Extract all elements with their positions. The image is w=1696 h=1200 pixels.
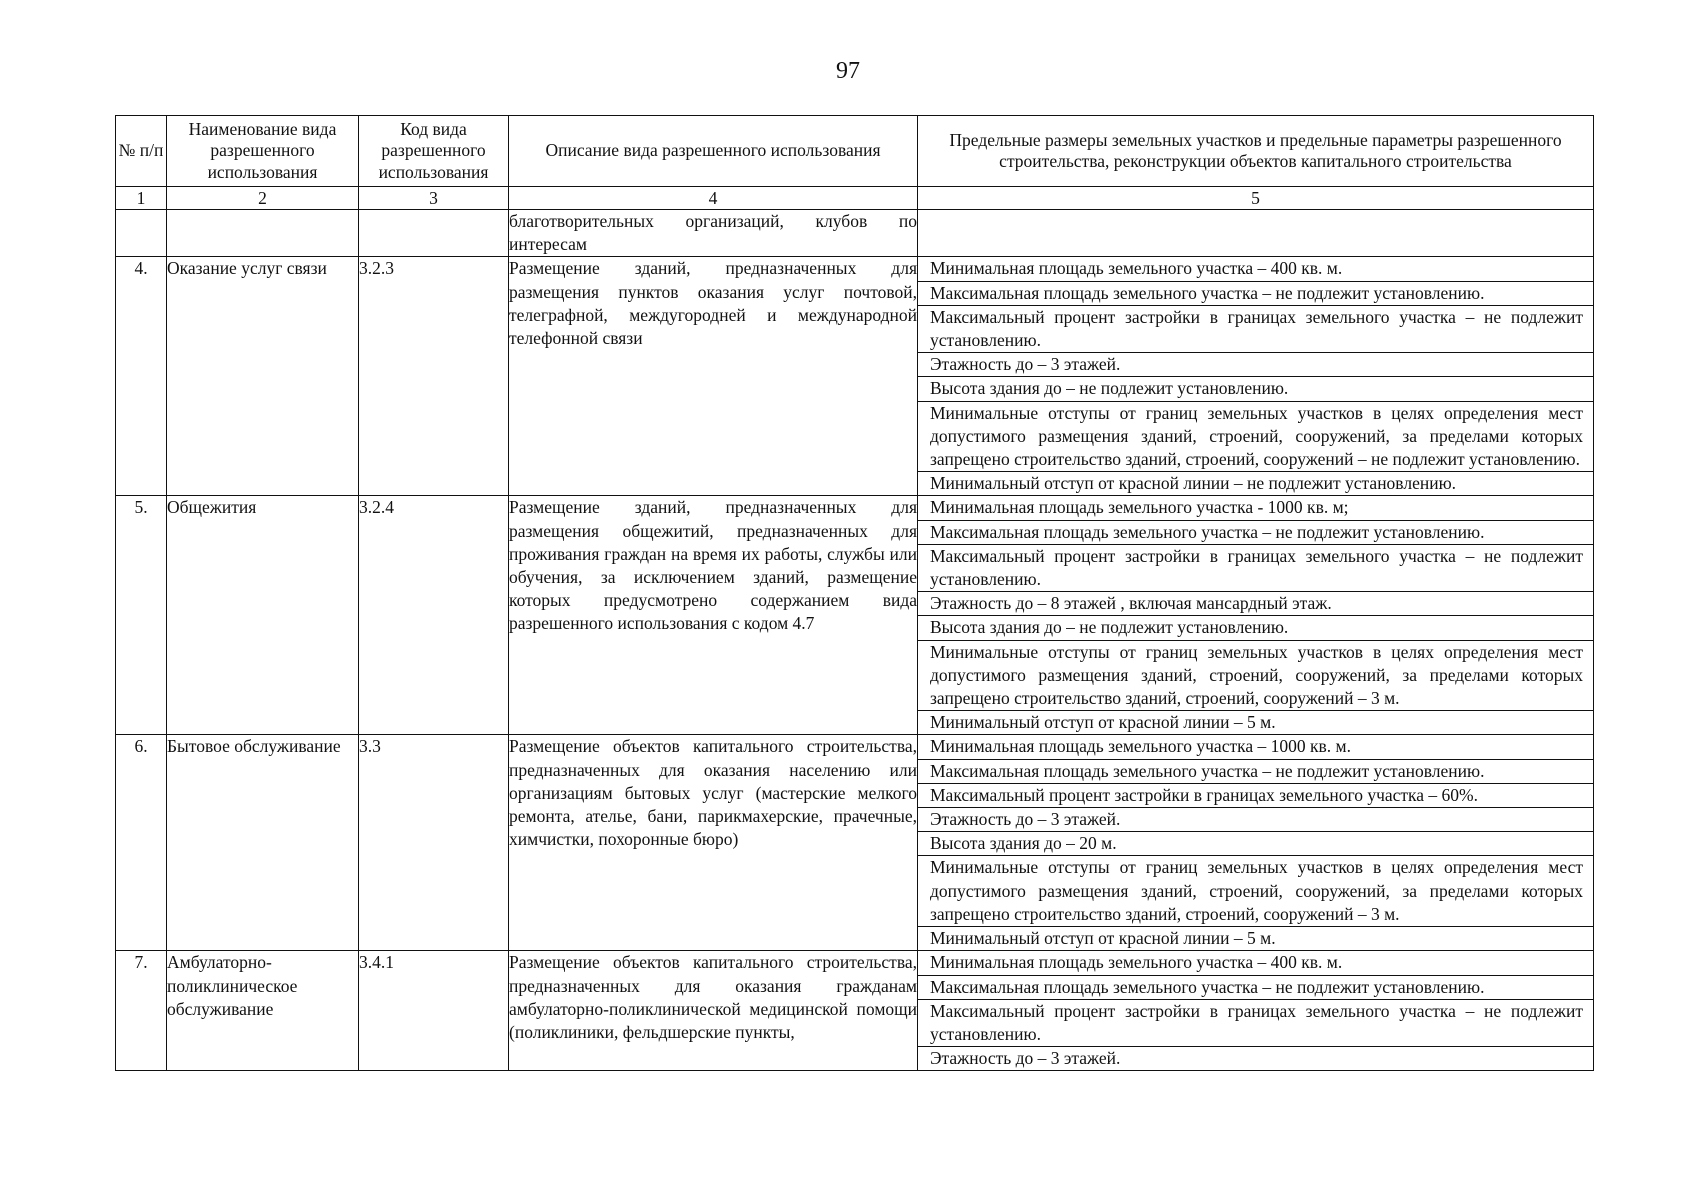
param-item: Высота здания до – не подлежит установлению. [918, 377, 1593, 401]
land-use-table [115, 115, 1594, 1071]
use-params [918, 735, 1594, 951]
use-description: Размещение зданий, предназначенных для размещения пунктов оказания услуг почтовой, телеграфной, междугородней и международной телефонной связи [509, 257, 918, 496]
param-item: Минимальная площадь земельного участка – 400 кв. м. [918, 951, 1593, 975]
column-number: 1 [116, 187, 167, 210]
param-item: Высота здания до – 20 м. [918, 832, 1593, 856]
param-item: Максимальная площадь земельного участка – не подлежит установлению. [918, 976, 1593, 1000]
use-name: Бытовое обслуживание [167, 735, 359, 951]
use-code: 3.2.4 [359, 496, 509, 735]
row-number: 6. [116, 735, 167, 951]
row-number: 7. [116, 951, 167, 1071]
table-row [116, 735, 1594, 951]
use-params [918, 951, 1594, 1071]
param-item: Минимальный отступ от красной линии – 5 м. [930, 712, 1276, 733]
param-item: Минимальный отступ от красной линии – не подлежит установлению. [930, 473, 1457, 494]
use-description: Размещение зданий, предназначенных для размещения общежитий, предназначенных для проживания граждан на время их работы, службы или обучения, за исключением зданий, размещение которых предусмотрено содержанием вида разрешенного использования с кодом 4.7 [509, 496, 918, 735]
param-item: Максимальная площадь земельного участка – не подлежит установлению. [918, 282, 1593, 306]
param-item: Максимальный процент застройки в границах земельного участка – не подлежит установлению. [918, 545, 1593, 592]
use-name: Оказание услуг связи [167, 257, 359, 496]
column-number-row [116, 187, 1594, 210]
column-number: 2 [167, 187, 359, 210]
continuation-description: благотворительных организаций, клубов по интересам [509, 210, 918, 257]
param-item: Этажность до – 8 этажей , включая мансардный этаж. [918, 592, 1593, 616]
header-params: Предельные размеры земельных участков и предельные параметры разрешенного строительства, реконструкции объектов капитального строительства [918, 116, 1594, 187]
table-header-row [116, 116, 1594, 187]
param-item: Минимальные отступы от границ земельных участков в целях определения мест допустимого размещения зданий, строений, сооружений, за пределами которых запрещено строительство зданий, строений, сооружений – не подлежит установлению. [918, 402, 1593, 473]
table-row [116, 257, 1594, 496]
param-item: Минимальная площадь земельного участка – 1000 кв. м. [918, 735, 1593, 759]
use-name: Амбулаторно-поликлиническое обслуживание [167, 951, 359, 1071]
column-number: 4 [509, 187, 918, 210]
use-params [918, 257, 1594, 496]
param-item: Высота здания до – не подлежит установлению. [918, 616, 1593, 640]
header-name: Наименование вида разрешенного использования [167, 116, 359, 187]
continuation-row [116, 210, 1594, 257]
table-row [116, 496, 1594, 735]
use-description: Размещение объектов капитального строительства, предназначенных для оказания гражданам амбулаторно-поликлинической медицинской помощи (поликлиники, фельдшерские пункты, [509, 951, 918, 1071]
use-code: 3.4.1 [359, 951, 509, 1071]
param-item: Минимальная площадь земельного участка – 400 кв. м. [918, 257, 1593, 281]
column-number: 3 [359, 187, 509, 210]
param-item: Этажность до – 3 этажей. [918, 353, 1593, 377]
header-number: № п/п [116, 116, 167, 187]
param-item: Максимальный процент застройки в границах земельного участка – 60%. [918, 784, 1593, 808]
param-item: Максимальная площадь земельного участка – не подлежит установлению. [918, 521, 1593, 545]
param-item: Этажность до – 3 этажей. [918, 808, 1593, 832]
param-item: Этажность до – 3 этажей. [930, 1048, 1121, 1069]
use-params [918, 496, 1594, 735]
header-description: Описание вида разрешенного использования [509, 116, 918, 187]
header-code: Код вида разрешенного использования [359, 116, 509, 187]
use-description: Размещение объектов капитального строительства, предназначенных для оказания населению или организациям бытовых услуг (мастерские мелкого ремонта, ателье, бани, парикмахерские, прачечные, химчистки, похоронные бюро) [509, 735, 918, 951]
param-item: Максимальный процент застройки в границах земельного участка – не подлежит установлению. [918, 306, 1593, 353]
param-item: Максимальный процент застройки в границах земельного участка – не подлежит установлению. [918, 1000, 1593, 1047]
param-item: Минимальные отступы от границ земельных участков в целях определения мест допустимого размещения зданий, строений, сооружений, за пределами которых запрещено строительство зданий, строений, сооружений – 3 м. [918, 641, 1593, 712]
use-code: 3.2.3 [359, 257, 509, 496]
cell-empty [167, 210, 359, 257]
column-number: 5 [918, 187, 1594, 210]
param-item: Максимальная площадь земельного участка – не подлежит установлению. [918, 760, 1593, 784]
use-code: 3.3 [359, 735, 509, 951]
cell-empty [116, 210, 167, 257]
param-item: Минимальная площадь земельного участка - 1000 кв. м; [918, 496, 1593, 520]
param-item: Минимальный отступ от красной линии – 5 м. [930, 928, 1276, 949]
row-number: 5. [116, 496, 167, 735]
use-name: Общежития [167, 496, 359, 735]
param-item: Минимальные отступы от границ земельных участков в целях определения мест допустимого размещения зданий, строений, сооружений, за пределами которых запрещено строительство зданий, строений, сооружений – 3 м. [918, 856, 1593, 927]
table-row [116, 951, 1594, 1071]
row-number: 4. [116, 257, 167, 496]
cell-empty [918, 210, 1594, 257]
cell-empty [359, 210, 509, 257]
page-number: 97 [836, 58, 860, 84]
